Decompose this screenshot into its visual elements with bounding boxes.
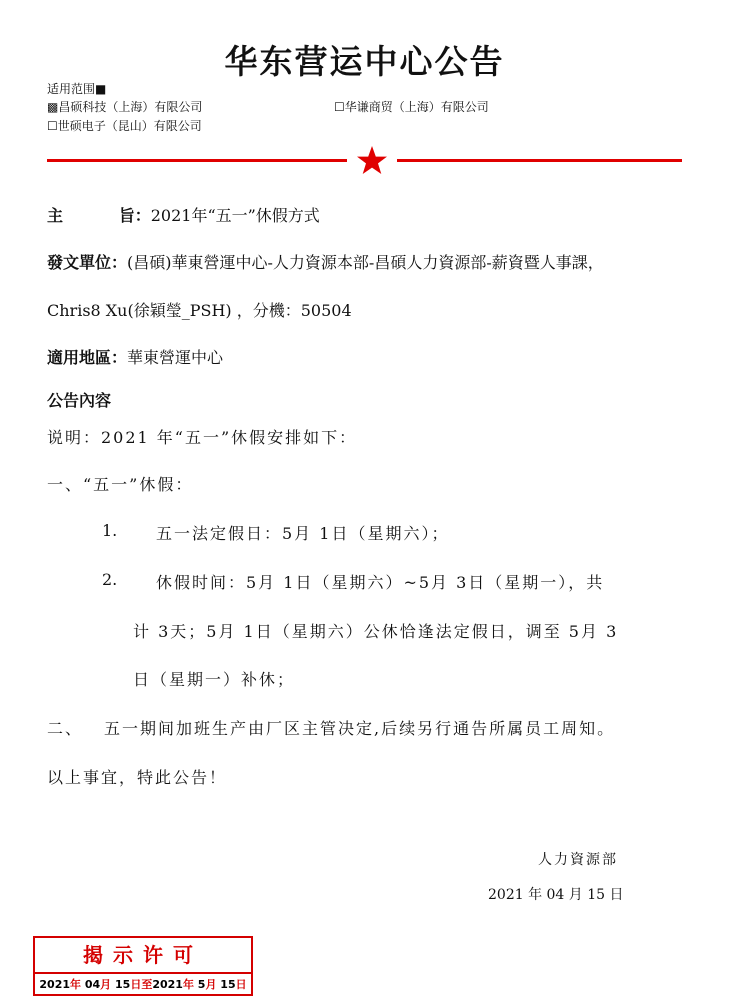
section1-heading: 一、“五一”休假： (47, 475, 194, 494)
stamp-month-char-2: 月 (205, 978, 217, 991)
stamp-start-day: 15 (115, 978, 131, 991)
intro-text: 说明：2021 年“五一”休假安排如下： (47, 428, 358, 447)
scope-company-2: ☐华谦商贸（上海）有限公司 (334, 100, 489, 114)
region-value: 華東營運中心 (127, 348, 224, 367)
signature-dept: 人力資源部 (538, 852, 618, 868)
region-label: 適用地區： (47, 348, 128, 367)
stamp-to-char: 至 (141, 978, 153, 991)
stamp-day-char-1: 日 (130, 978, 142, 991)
content-heading: 公告內容 (47, 391, 112, 410)
subject-label: 主 旨： (47, 206, 151, 225)
divider-right (397, 159, 682, 162)
stamp-start-month: 04 (84, 978, 101, 991)
item2-continuation-2: 日（星期一）补休； (133, 670, 296, 689)
subject-value: 2021年“五一”休假方式 (150, 206, 320, 225)
closing-text: 以上事宜，特此公告！ (47, 768, 228, 787)
stamp-end-month: 5 (197, 978, 206, 991)
stamp-end-year: 2021 (152, 978, 183, 991)
item2-text: 休假时间：5月 1日（星期六）~5月 3日（星期一），共 (156, 573, 605, 592)
stamp-day-char-2: 日 (235, 978, 247, 991)
section2-number: 二、 (47, 719, 84, 738)
issuer-contact: Chris8 Xu(徐穎瑩_PSH) ，分機：50504 (47, 301, 352, 320)
region-line (47, 345, 223, 368)
issuer-value: (昌碩)華東營運中心-人力資源本部-昌碩人力資源部-薪資暨人事課， (127, 253, 604, 272)
stamp-end-day: 15 (220, 978, 236, 991)
stamp-period (35, 972, 251, 994)
item2-number: 2. (102, 570, 118, 589)
issuer-label: 發文單位： (47, 253, 128, 272)
subject-line (47, 203, 320, 226)
approval-stamp (33, 936, 253, 996)
scope-company-3: ☐世硕电子（昆山）有限公司 (47, 119, 202, 133)
section2-text: 五一期间加班生产由厂区主管决定,后续另行通告所属员工周知。 (104, 719, 616, 738)
red-star-icon (356, 145, 388, 177)
item1-number: 1. (102, 521, 118, 540)
stamp-month-char-1: 月 (100, 978, 112, 991)
scope-company-1: ▩昌硕科技（上海）有限公司 (47, 100, 203, 114)
divider-left (47, 159, 347, 162)
item2-continuation-1: 计 3天；5月 1日（星期六）公休恰逢法定假日，调至 5月 3 (133, 622, 619, 641)
page-title: 华东营运中心公告 (224, 42, 505, 81)
item1-text: 五一法定假日：5月 1日（星期六）； (156, 524, 450, 543)
stamp-year-char-2: 年 (182, 978, 194, 991)
signature-date: 2021 年 04 月 15 日 (488, 887, 624, 903)
stamp-year-char-1: 年 (70, 978, 82, 991)
issuer-line (47, 250, 604, 273)
stamp-title: 揭示许可 (83, 943, 203, 967)
scope-label: 适用范围■ (47, 82, 107, 96)
stamp-start-year: 2021 (39, 978, 71, 991)
